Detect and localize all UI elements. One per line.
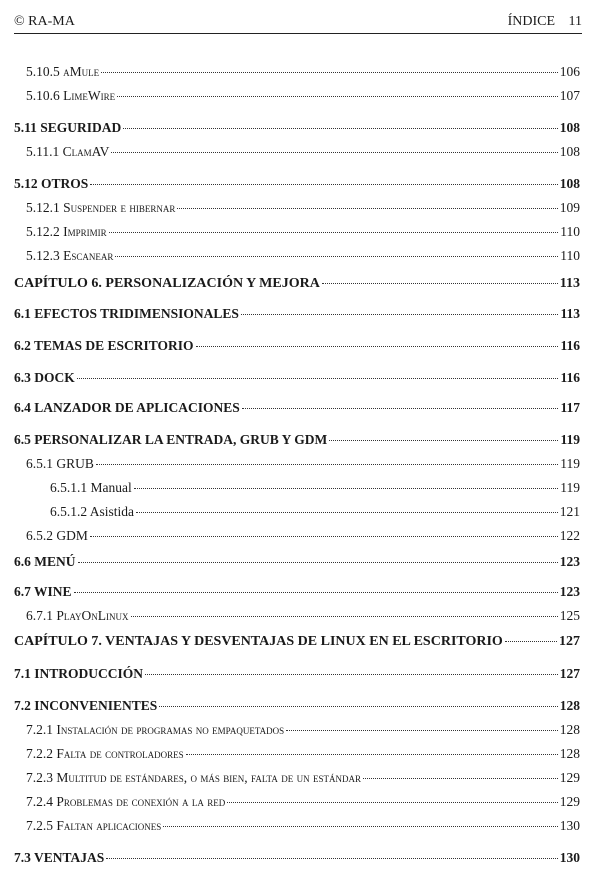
toc-entry-number: 7.2 (14, 698, 35, 713)
toc-entry-page: 108 (559, 120, 580, 135)
dot-leader (90, 184, 557, 185)
toc-entry-title: Faltan aplicaciones (56, 818, 162, 833)
toc-entry-number: 7.1 (14, 666, 35, 681)
toc-entry-label (50, 480, 132, 496)
toc-entry-number: 6.5.1.1 (50, 480, 91, 495)
toc-entry[interactable] (14, 770, 580, 786)
toc-entry[interactable] (14, 370, 580, 386)
dot-leader (227, 802, 557, 803)
toc-entry-title: TEMAS DE ESCRITORIO (34, 338, 194, 353)
toc-entry-title: GRUB (56, 456, 94, 471)
toc-entry-number: 7.2.2 (26, 746, 57, 761)
dot-leader (159, 706, 557, 707)
toc-entry-label (14, 666, 143, 682)
toc-entry-title: Suspender e hibernar (63, 200, 176, 215)
dot-leader (145, 674, 558, 675)
toc-entry[interactable] (14, 432, 580, 448)
toc-entry-label (14, 850, 104, 866)
toc-entry-label (26, 770, 361, 786)
dot-leader (177, 208, 557, 209)
dot-leader (286, 730, 558, 731)
toc-entry-number: 6.2 (14, 338, 35, 353)
toc-entry-title: Asistida (89, 504, 135, 519)
toc-entry-page: 117 (560, 400, 580, 415)
dot-leader (123, 128, 557, 129)
toc-entry-number: 6.5.1.2 (50, 504, 90, 519)
toc-entry[interactable] (14, 176, 580, 192)
toc-entry-title: GDM (56, 528, 88, 543)
toc-entry-label (14, 698, 157, 714)
toc-entry-title: PERSONALIZAR LA ENTRADA, GRUB Y GDM (34, 432, 328, 447)
toc-entry-title: Multitud de estándares, o más bien, falta de un estándar (56, 770, 361, 785)
toc-entry-label (26, 224, 107, 240)
toc-entry-page: 122 (559, 528, 580, 543)
toc-entry-label (26, 456, 94, 472)
toc-entry-label (14, 338, 194, 354)
toc-entry-title: WINE (34, 584, 72, 599)
toc-entry[interactable] (14, 504, 580, 520)
toc-entry[interactable] (14, 722, 580, 738)
toc-entry-page: 113 (560, 306, 580, 321)
toc-entry-number: 6.5.2 (26, 528, 57, 543)
toc-entry[interactable] (14, 120, 580, 136)
toc-entry-number: 7.2.3 (26, 770, 57, 785)
toc-entry-title: LimeWire (63, 88, 116, 103)
toc-entry-number: 6.3 (14, 370, 35, 385)
toc-entry-label (26, 88, 115, 104)
dot-leader (111, 152, 557, 153)
toc-entry-label (26, 64, 99, 80)
toc-entry-label (14, 176, 88, 192)
dot-leader (242, 408, 559, 409)
dot-leader (78, 562, 558, 563)
toc-entry-page: 130 (559, 850, 580, 865)
toc-entry-number: 7.3 (14, 850, 35, 865)
toc-entry-label (26, 144, 109, 160)
toc-entry-label (14, 432, 327, 448)
toc-entry[interactable] (14, 584, 580, 600)
toc-entry-title: VENTAJAS (34, 850, 105, 865)
toc-entry-number: 5.11 (14, 120, 41, 135)
toc-entry-label (26, 200, 175, 216)
toc-entry-title: OTROS (41, 176, 89, 191)
toc-entry-label (14, 634, 503, 650)
toc-entry-page: 107 (559, 88, 580, 103)
toc-entry-page: 121 (559, 504, 580, 519)
toc-entry[interactable] (14, 224, 580, 240)
toc-entry-page: 125 (559, 608, 580, 623)
toc-entry[interactable] (14, 794, 580, 810)
toc-entry-number: 5.12.1 (26, 200, 64, 215)
toc-entry-number: 6.5.1 (26, 456, 57, 471)
toc-entry-label (14, 554, 76, 570)
dot-leader (96, 464, 558, 465)
toc-entry-page: 128 (559, 746, 580, 761)
dot-leader (322, 283, 558, 284)
toc-entry-page: 106 (559, 64, 580, 79)
dot-leader (186, 754, 558, 755)
header-right (498, 14, 582, 30)
toc-entry-number: 5.11.1 (26, 144, 63, 159)
toc-entry-page: 119 (560, 456, 580, 471)
toc-entry[interactable] (14, 64, 580, 80)
toc-entry[interactable] (14, 818, 580, 834)
toc-entry-page: 109 (559, 200, 580, 215)
toc-entry-title: MENÚ (34, 554, 76, 569)
toc-entry-label (26, 818, 161, 834)
toc-entry-label (26, 746, 184, 762)
toc-entry-label (26, 248, 113, 264)
toc-entry-number: 6.4 (14, 400, 35, 415)
toc-entry[interactable] (14, 88, 580, 104)
page-header (14, 10, 582, 34)
toc-entry-page: 119 (560, 432, 580, 447)
dot-leader (329, 440, 558, 441)
toc-entry-page: 116 (560, 338, 580, 353)
toc-entry-title: Escanear (63, 248, 114, 263)
toc-entry-title: INTRODUCCIÓN (34, 666, 144, 681)
dot-leader (109, 232, 559, 233)
toc-entry-page: 110 (560, 248, 580, 263)
toc-entry[interactable] (14, 666, 580, 682)
toc-entry[interactable] (14, 554, 580, 570)
dot-leader (101, 72, 558, 73)
dot-leader (74, 592, 558, 593)
toc-entry-title: Manual (90, 480, 132, 495)
toc-entry[interactable] (14, 200, 580, 216)
toc-entry[interactable] (14, 698, 580, 714)
toc-entry-number: 6.1 (14, 306, 35, 321)
copyright-label: © RA-MA (14, 14, 75, 29)
toc-entry-title: ClamAV (62, 144, 110, 159)
toc-entry[interactable] (14, 850, 580, 866)
toc-entry-page: 116 (560, 370, 580, 385)
dot-leader (241, 314, 559, 315)
toc-entry-page: 128 (559, 698, 580, 713)
toc-entry-page: 108 (559, 144, 580, 159)
toc-entry-number: 5.12 (14, 176, 41, 191)
toc-entry-number: 6.7.1 (26, 608, 57, 623)
toc-entry-page: 127 (559, 666, 580, 681)
toc-entry-label (14, 584, 72, 600)
dot-leader (90, 536, 558, 537)
toc-entry-label (14, 370, 75, 386)
toc-entry-number: 6.6 (14, 554, 35, 569)
header-page-number: 11 (568, 14, 582, 29)
toc-entry[interactable] (14, 746, 580, 762)
toc-entry[interactable] (14, 400, 580, 416)
toc-entry-number: 5.10.6 (26, 88, 64, 103)
toc-entry[interactable] (14, 144, 580, 160)
toc-entry-title: PlayOnLinux (56, 608, 129, 623)
toc-entry-number: 6.7 (14, 584, 35, 599)
toc-entry-title: EFECTOS TRIDIMENSIONALES (34, 306, 239, 321)
toc-entry[interactable] (14, 456, 580, 472)
toc-entry-label (50, 504, 134, 520)
toc-entry-page: 130 (559, 818, 580, 833)
toc-entry[interactable] (14, 306, 580, 322)
toc-entry-page: 123 (559, 584, 580, 599)
toc-entry-page: 127 (559, 634, 580, 649)
toc-entry[interactable] (14, 528, 580, 544)
toc-entry-page: 123 (559, 554, 580, 569)
toc-entry-page: 110 (560, 224, 580, 239)
toc-entry-number: 5.12.3 (26, 248, 64, 263)
dot-leader (363, 778, 558, 779)
toc-entry-number: 5.12.2 (26, 224, 64, 239)
toc-entry-label (14, 306, 239, 322)
toc-entry[interactable] (14, 608, 580, 624)
toc-entry-title: Falta de controladores (56, 746, 184, 761)
toc-entry-title: DOCK (34, 370, 75, 385)
dot-leader (163, 826, 558, 827)
toc-entry[interactable] (14, 480, 580, 496)
toc-entry-label (26, 794, 225, 810)
toc-entry[interactable] (14, 248, 580, 264)
toc-entry-number: 6.5 (14, 432, 35, 447)
toc-entry-number: 7.2.4 (26, 794, 57, 809)
dot-leader (131, 616, 558, 617)
toc-entry-label (26, 608, 129, 624)
toc-entry[interactable] (14, 276, 580, 292)
toc-entry-number: 7.2.5 (26, 818, 57, 833)
toc-entry-title: LANZADOR DE APLICACIONES (34, 400, 240, 415)
dot-leader (196, 346, 559, 347)
toc-entry-label (14, 120, 121, 136)
toc-entry-number: 5.10.5 (26, 64, 64, 79)
toc-entry-page: 129 (559, 770, 580, 785)
dot-leader (77, 378, 559, 379)
toc-entry-page: 128 (559, 722, 580, 737)
toc-entry-page: 108 (559, 176, 580, 191)
toc-entry-page: 113 (559, 276, 580, 291)
toc-entry-label (14, 276, 320, 292)
toc-entry-label (26, 528, 88, 544)
dot-leader (134, 488, 559, 489)
toc-entry-page: 119 (560, 480, 580, 495)
toc-entry-number: 7.2.1 (26, 722, 57, 737)
dot-leader (115, 256, 558, 257)
toc-entry-title: aMule (63, 64, 100, 79)
toc-entry-label (14, 400, 240, 416)
toc-entry-title: INCONVENIENTES (34, 698, 158, 713)
dot-leader (136, 512, 558, 513)
toc-entry-page: 129 (559, 794, 580, 809)
toc-entry-title: Imprimir (63, 224, 107, 239)
toc-entry[interactable] (14, 338, 580, 354)
dot-leader (505, 641, 557, 642)
toc-entry-title: CAPÍTULO 6. PERSONALIZACIÓN Y MEJORA (14, 276, 320, 291)
dot-leader (117, 96, 558, 97)
dot-leader (106, 858, 557, 859)
toc-entry[interactable] (14, 634, 580, 650)
toc-entry-title: CAPÍTULO 7. VENTAJAS Y DESVENTAJAS DE LINUX EN EL ESCRITORIO (14, 634, 503, 649)
header-title: ÍNDICE (507, 14, 556, 29)
toc-entry-title: SEGURIDAD (40, 120, 122, 135)
toc-entry-title: Instalación de programas no empaquetados (56, 722, 285, 737)
toc-entry-title: Problemas de conexión a la red (56, 794, 226, 809)
toc-entry-label (26, 722, 284, 738)
